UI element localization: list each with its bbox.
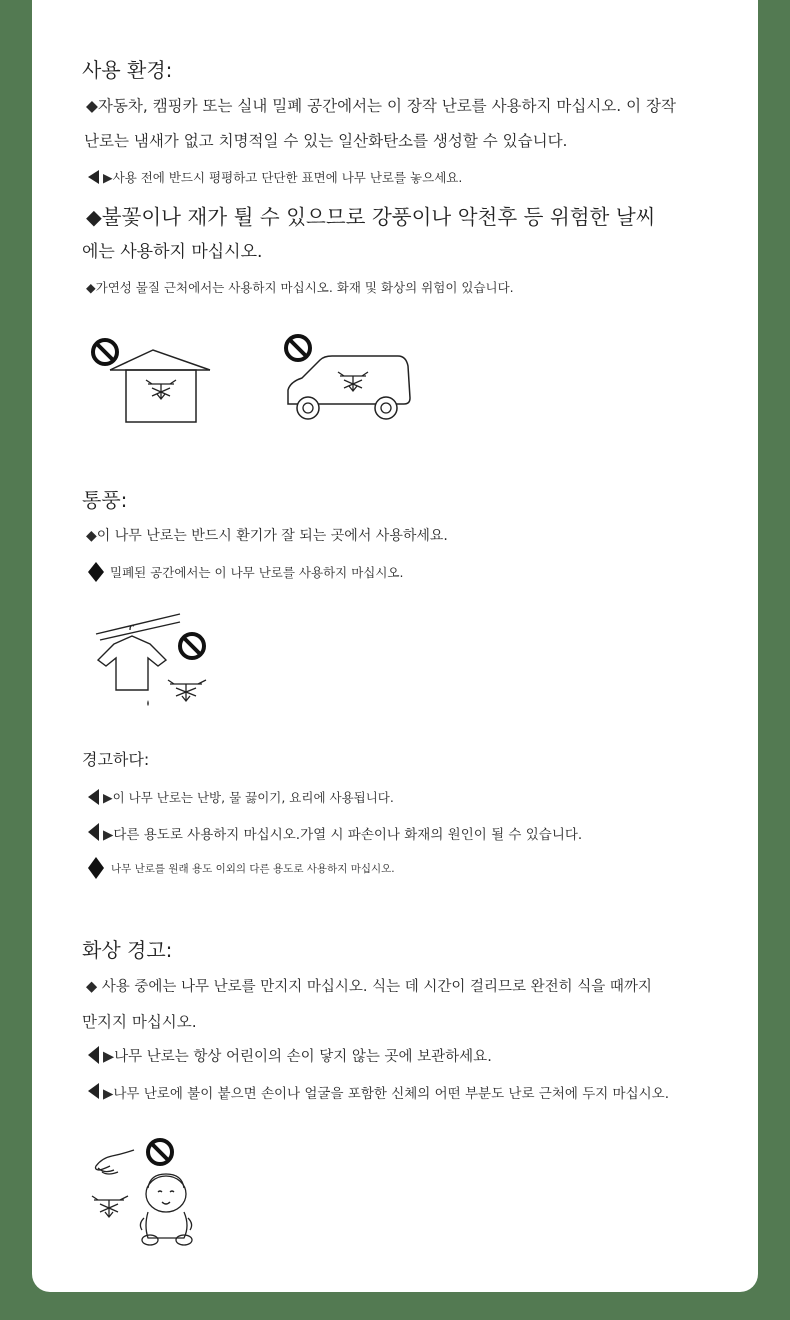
section-title-burn: 화상 경고: [82,938,173,962]
prohibited-icon [93,340,117,364]
stove-icon [146,380,176,399]
section-title-environment: 사용 환경: [82,58,173,82]
arrow-marker-icon [88,823,100,841]
arrow-marker-icon [88,1083,100,1099]
clothes-drying-icon [92,612,222,708]
prohibited-icon [148,1140,172,1164]
env-line-1b: 난로는 냄새가 없고 치명적일 수 있는 일산화탄소를 생성할 수 있습니다. [84,132,568,150]
env-line-2: ▶사용 전에 반드시 평평하고 단단한 표면에 나무 난로를 놓으세요. [103,170,463,185]
stove-icon [168,680,206,701]
arrow-marker-icon [88,170,100,184]
arrow-marker-icon [88,789,100,805]
house-stove-icon [88,336,218,428]
car-stove-icon [280,332,420,424]
burn-line-1: ◆ 사용 중에는 나무 난로를 만지지 마십시오. 식는 데 시간이 걸리므로 완전히 식을 때까지 [86,979,652,995]
prohibited-icon [286,336,310,360]
vent-line-1: ◆이 나무 난로는 반드시 환기가 잘 되는 곳에서 사용하세요. [86,528,448,544]
stove-icon [338,372,368,391]
burn-line-3: ▶나무 난로에 불이 붙으면 손이나 얼굴을 포함한 신체의 어떤 부분도 난로 근처에 두지 마십시오. [103,1086,670,1102]
hand-icon [96,1150,135,1174]
warn-line-1: ▶이 나무 난로는 난방, 물 끓이기, 요리에 사용됩니다. [103,790,394,805]
burn-line-1b: 만지지 마십시오. [82,1013,197,1031]
prohibited-icon [180,634,204,658]
stove-icon [92,1196,128,1217]
diamond-icon [88,562,104,582]
diamond-icon [88,857,104,879]
burn-line-2: ▶나무 난로는 항상 어린이의 손이 닿지 않는 곳에 보관하세요. [103,1049,492,1065]
child-icon [140,1174,192,1245]
warn-line-2: ▶다른 용도로 사용하지 마십시오.가열 시 파손이나 화재의 원인이 될 수 있습니다. [103,827,583,843]
vent-line-2: 밀폐된 공간에서는 이 나무 난로를 사용하지 마십시오. [110,565,404,580]
env-line-3b: 에는 사용하지 마십시오. [82,242,263,262]
section-title-ventilation: 통풍: [82,488,128,512]
env-line-3: ◆불꽃이나 재가 튈 수 있으므로 강풍이나 악천후 등 위험한 날씨 [86,205,656,229]
env-line-4: ◆가연성 물질 근처에서는 사용하지 마십시오. 화재 및 화상의 위험이 있습니다. [86,280,514,295]
arrow-marker-icon [88,1046,100,1064]
section-title-warning: 경고하다: [82,750,150,769]
burn-hazard-illustration [88,1136,208,1248]
warn-line-3: 나무 난로를 원래 용도 이외의 다른 용도로 사용하지 마십시오. [111,863,395,875]
env-line-1: ◆자동차, 캠핑카 또는 실내 밀폐 공간에서는 이 장작 난로를 사용하지 마십시오. 이 장작 [86,97,676,115]
